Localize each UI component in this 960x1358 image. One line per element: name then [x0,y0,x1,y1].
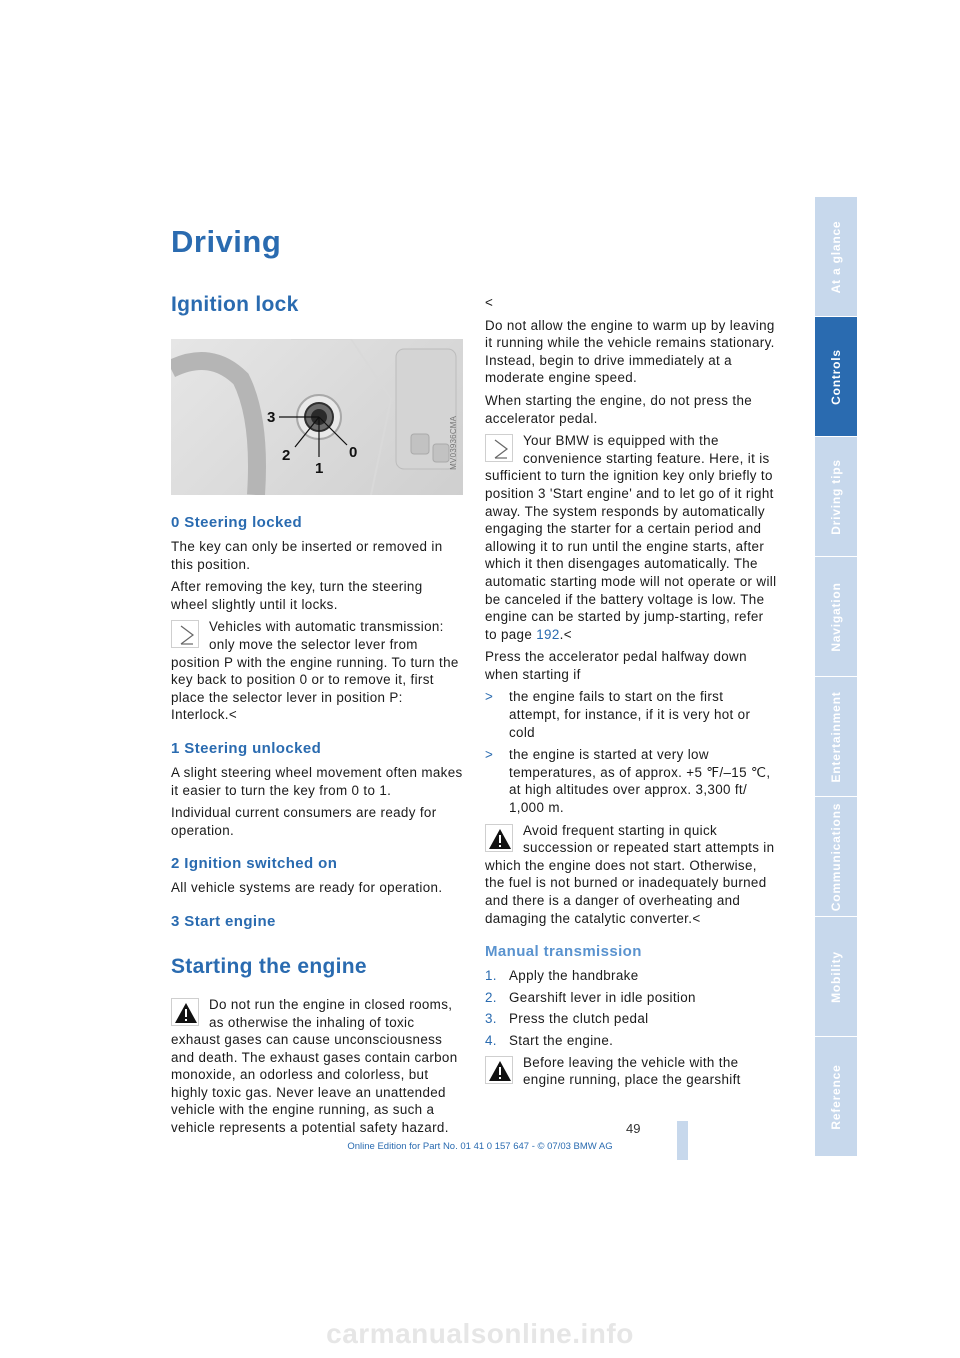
warning-end-marker: < [485,295,494,310]
steering-unlocked-text-1: A slight steering wheel movement often makes it easier to turn the key from 0 to 1. [171,764,463,798]
ignition-lock-heading: Ignition lock [171,293,299,316]
automatic-transmission-note-text: Vehicles with automatic transmission: only move the selector lever from position P with the engine running. To turn the key back to position 0 or to remove it, first place the selector lever in position P: Interlock. [171,619,459,723]
tab-label: At a glance [829,220,843,293]
tab-navigation[interactable] [815,557,857,676]
list-item [485,746,777,816]
tab-communications[interactable] [815,797,857,916]
step-text: Gearshift lever in idle position [509,989,696,1005]
figure-code: MV03936CMA [449,415,459,470]
closed-rooms-warning [171,996,463,1137]
tab-label: Communications [829,802,843,911]
page-number: 49 [626,1121,641,1136]
bullet-text: the engine fails to start on the first attempt, for instance, if it is very hot or cold [509,689,751,740]
tab-label: Controls [829,348,843,405]
step-text: Start the engine. [509,1032,614,1048]
steering-locked-heading: 0 Steering locked [171,514,303,531]
bullet-marker: > [485,689,494,705]
warm-up-text: Do not allow the engine to warm up by leaving it running while the vehicle remains stationary. Instead, begin to drive immediately at a moderate engine speed. [485,317,775,386]
steering-locked-text-1: The key can only be inserted or removed in this position. [171,539,443,572]
note-arrow-icon [485,434,513,462]
starting-engine-heading: Starting the engine [171,954,367,978]
frequent-starting-text: Avoid frequent starting in quick succession or repeated start attempts in which the engine does not start. Otherwise, the fuel is not burned or inadequately burned and there is a danger of overheating and damaging the catalytic converter. [485,822,775,926]
step-number: 4. [485,1032,497,1048]
manual-transmission-heading: Manual transmission [485,943,642,961]
note-end-marker: < [228,707,237,723]
tab-driving-tips[interactable] [815,437,857,556]
warning-end-marker: < [692,910,701,926]
steering-unlocked-heading: 1 Steering unlocked [171,739,322,757]
figure-label-2: 2 [282,447,291,464]
tab-label: Navigation [829,581,843,652]
bullet-text: the engine is started at very low temperatures, as of approx. +5 ℉/–15 ℃, at high altitudes over approx. 3,300 ft/ 1,000 m. [509,747,771,816]
list-item [485,989,777,1007]
leave-vehicle-text: Before leaving the vehicle with the engine running, place the gearshift [523,1054,741,1088]
right-column [485,294,777,1094]
convenience-end-marker: .< [559,626,572,642]
note-arrow-icon [171,620,199,648]
convenience-start-note [485,432,777,643]
figure-label-0: 0 [349,444,358,461]
section-tabs [815,197,857,1157]
start-engine-heading: 3 Start engine [171,912,276,930]
tab-mobility[interactable] [815,917,857,1036]
accelerator-text: When starting the engine, do not press the accelerator pedal. [485,392,753,426]
halfway-text: Press the accelerator pedal halfway down when starting if [485,649,747,682]
steering-unlocked-text-2: Individual current consumers are ready for operation. [171,805,437,838]
figure-label-3: 3 [267,409,276,426]
step-number: 3. [485,1011,497,1027]
step-text: Press the clutch pedal [509,1011,649,1027]
step-number: 1. [485,968,497,984]
step-text: Apply the handbrake [509,968,639,984]
page-link-192[interactable]: 192 [536,626,560,642]
figure-label-1: 1 [315,460,324,477]
tab-label: Driving tips [829,458,843,535]
ignition-lock-figure [171,339,463,495]
ignition-on-heading: 2 Ignition switched on [171,855,338,873]
automatic-transmission-note [171,618,463,724]
warning-continued-end [485,294,777,312]
tab-controls[interactable] [815,317,857,436]
bullet-marker: > [485,747,494,763]
tab-at-a-glance[interactable] [815,197,857,316]
list-item [485,967,777,985]
ignition-on-text: All vehicle systems are ready for operation. [171,880,443,896]
convenience-start-text: Your BMW is equipped with the convenience starting feature. Here, it is sufficient to turn the ignition key only briefly to position 3 'Start engine' and to let go of it right away. The system responds by automatically engaging the starter for a certain period and allowing it to run until the engine starts, after which it then disengages automatically. The automatic starting mode will not operate or will be canceled if the battery voltage is low. The engine can be started by jump-starting, refer to page [485,433,777,642]
tab-label: Mobility [829,950,843,1003]
list-item [485,688,777,741]
leave-vehicle-warning [485,1054,777,1089]
closed-rooms-warning-text: Do not run the engine in closed rooms, as otherwise the inhaling of toxic exhaust gases can cause unconsciousness and death. The exhaust gases contain carbon monoxide, an odorless and colorless, but highly toxic gas. Never leave an unattended vehicle with the engine running, as such a vehicle represents a potential safety hazard. [171,996,458,1136]
list-item [485,1032,777,1050]
list-item [485,1010,777,1028]
tab-reference[interactable] [815,1037,857,1156]
page-title: Driving [171,224,282,259]
tab-entertainment[interactable] [815,677,857,796]
ignition-lock-illustration [171,339,463,495]
frequent-starting-warning [485,822,777,928]
warning-icon [485,1056,513,1084]
left-column [171,292,463,1142]
steering-locked-text-2: After removing the key, turn the steering wheel slightly until it locks. [171,579,423,612]
warning-icon [485,824,513,852]
footer-edition-note: Online Edition for Part No. 01 41 0 157 647 - © 07/03 BMW AG [347,1141,613,1152]
warning-icon [171,998,199,1026]
tab-label: Entertainment [829,690,843,783]
watermark: carmanualsonline.info [326,1318,634,1349]
tab-label: Reference [829,1063,843,1130]
step-number: 2. [485,989,497,1005]
